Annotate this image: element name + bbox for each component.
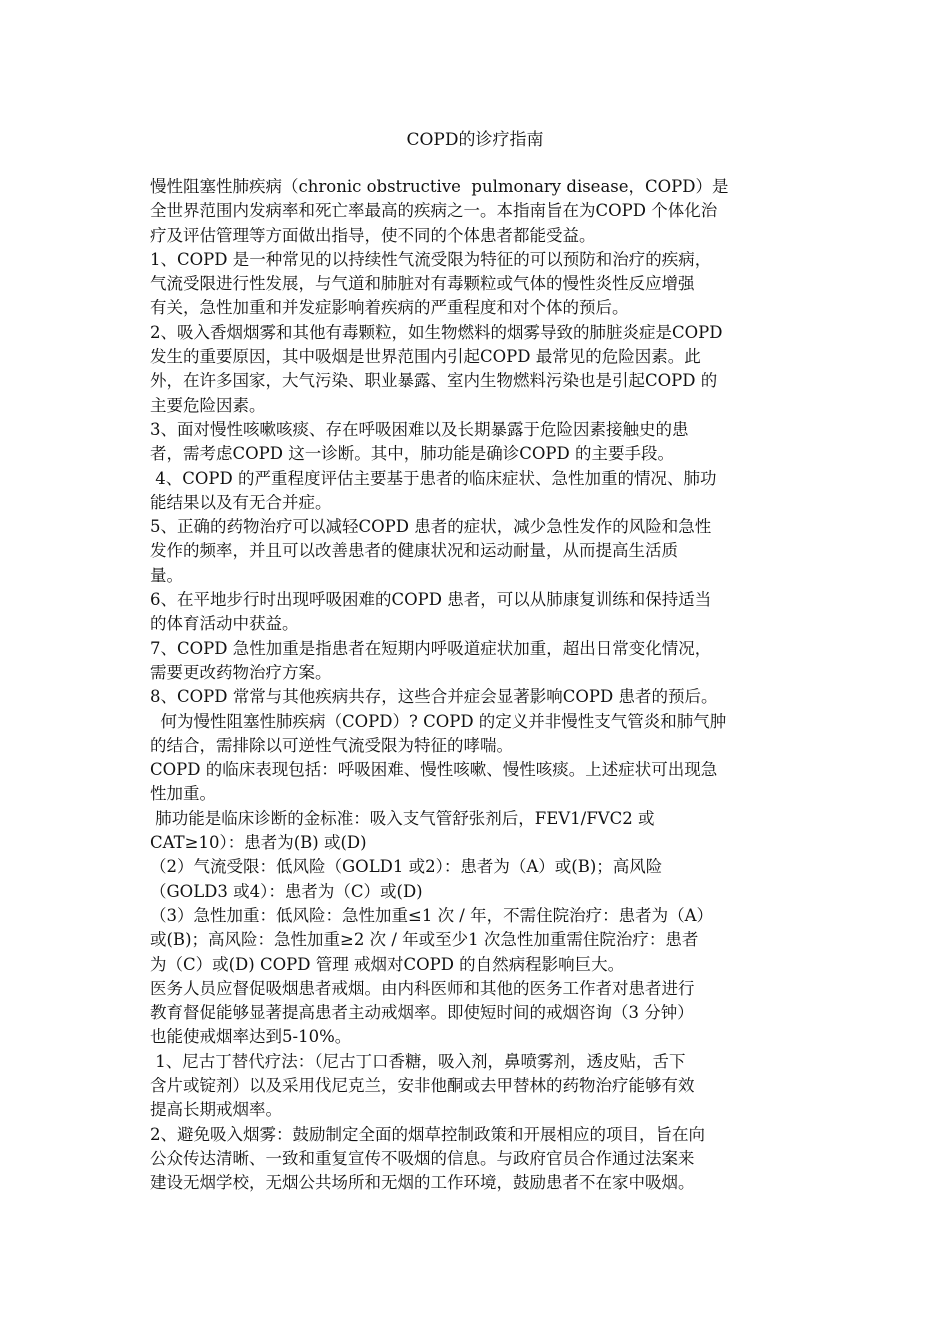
- paragraph: 3、面对慢性咳嗽咳痰、存在呼吸困难以及长期暴露于危险因素接触史的患 者，需考虑COPD 这一诊断。其中，肺功能是确诊COPD 的主要手段。: [150, 419, 689, 464]
- paragraph: 1、尼古丁替代疗法：（尼古丁口香糖，吸入剂，鼻喷雾剂，透皮贴，舌下 含片或锭剂）以及采用伐尼克兰，安非他酮或去甲替林的药物治疗能够有效 提高长期戒烟率。: [150, 1051, 695, 1120]
- paragraph: 4、COPD 的严重程度评估主要基于患者的临床症状、急性加重的情况、肺功 能结果以及有无合并症。: [150, 468, 717, 512]
- paragraph: 5、正确的药物治疗可以减轻COPD 患者的症状，减少急性发作的风险和急性 发作的频率，并且可以改善患者的健康状况和运动耐量，从而提高生活质 量。: [150, 517, 712, 585]
- paragraph: （3）急性加重：低风险：急性加重≤1 次 / 年，不需住院治疗：患者为（A） 或(B)；高风险：急性加重≥2 次 / 年或至少1 次急性加重需住院治疗：患者 为（C）或(D) COPD 管理 戒烟对COPD 的自然病程影响巨大。: [150, 905, 714, 974]
- paragraph: 慢性阻塞性肺疾病（chronic obstructive pulmonary disease，COPD）是 全世界范围内发病率和死亡率最高的疾病之一。本指南旨在为COPD 个体化治 疗及评估管理等方面做出指导，使不同的个体患者都能受益。: [150, 177, 729, 245]
- paragraph: COPD 的临床表现包括：呼吸困难、慢性咳嗽、慢性咳痰。上述症状可出现急 性加重。: [150, 760, 718, 804]
- document-title: COPD的诊疗指南: [406, 130, 544, 150]
- paragraph: 8、COPD 常常与其他疾病共存，这些合并症会显著影响COPD 患者的预后。 何为慢性阻塞性肺疾病（COPD）? COPD 的定义并非慢性支气管炎和肺气肿 的结合，需排除以可逆性气流受限为特征的哮喘。: [150, 687, 727, 755]
- paragraph: 2、避免吸入烟雾：鼓励制定全面的烟草控制政策和开展相应的项目，旨在向 公众传达清晰、一致和重复宣传不吸烟的信息。与政府官员合作通过法案来 建设无烟学校，无烟公共场所和无烟的工作环境，鼓励患者不在家中吸烟。: [150, 1124, 705, 1193]
- paragraph: 2、吸入香烟烟雾和其他有毒颗粒，如生物燃料的烟雾导致的肺脏炎症是COPD 发生的重要原因，其中吸烟是世界范围内引起COPD 最常见的危险因素。此 外，在许多国家，大气污染、职业暴露、室内生物燃料污染也是引起COPD 的 主要危险因素。: [150, 322, 723, 415]
- paragraph: （2）气流受限：低风险（GOLD1 或2）：患者为（A）或(B)；高风险 （GOLD3 或4）：患者为（C）或(D): [150, 857, 663, 901]
- paragraph: 1、COPD 是一种常见的以持续性气流受限为特征的可以预防和治疗的疾病， 气流受限进行性发展，与气道和肺脏对有毒颗粒或气体的慢性炎性反应增强 有关，急性加重和并发症影响着疾病的严重程度和对个体的预后。: [150, 249, 712, 318]
- paragraph: 6、在平地步行时出现呼吸困难的COPD 患者，可以从肺康复训练和保持适当 的体育活动中获益。: [150, 590, 712, 634]
- paragraph: 医务人员应督促吸烟患者戒烟。由内科医师和其他的医务工作者对患者进行 教育督促能够显著提高患者主动戒烟率。即使短时间的戒烟咨询（3 分钟） 也能使戒烟率达到5-10%。: [150, 978, 695, 1047]
- document-body: [150, 175, 800, 1195]
- paragraph: 肺功能是临床诊断的金标准：吸入支气管舒张剂后，FEV1/FVC2 或 CAT≥10）：患者为(B) 或(D): [150, 808, 655, 853]
- paragraph: 7、COPD 急性加重是指患者在短期内呼吸道症状加重，超出日常变化情况， 需要更改药物治疗方案。: [150, 638, 712, 682]
